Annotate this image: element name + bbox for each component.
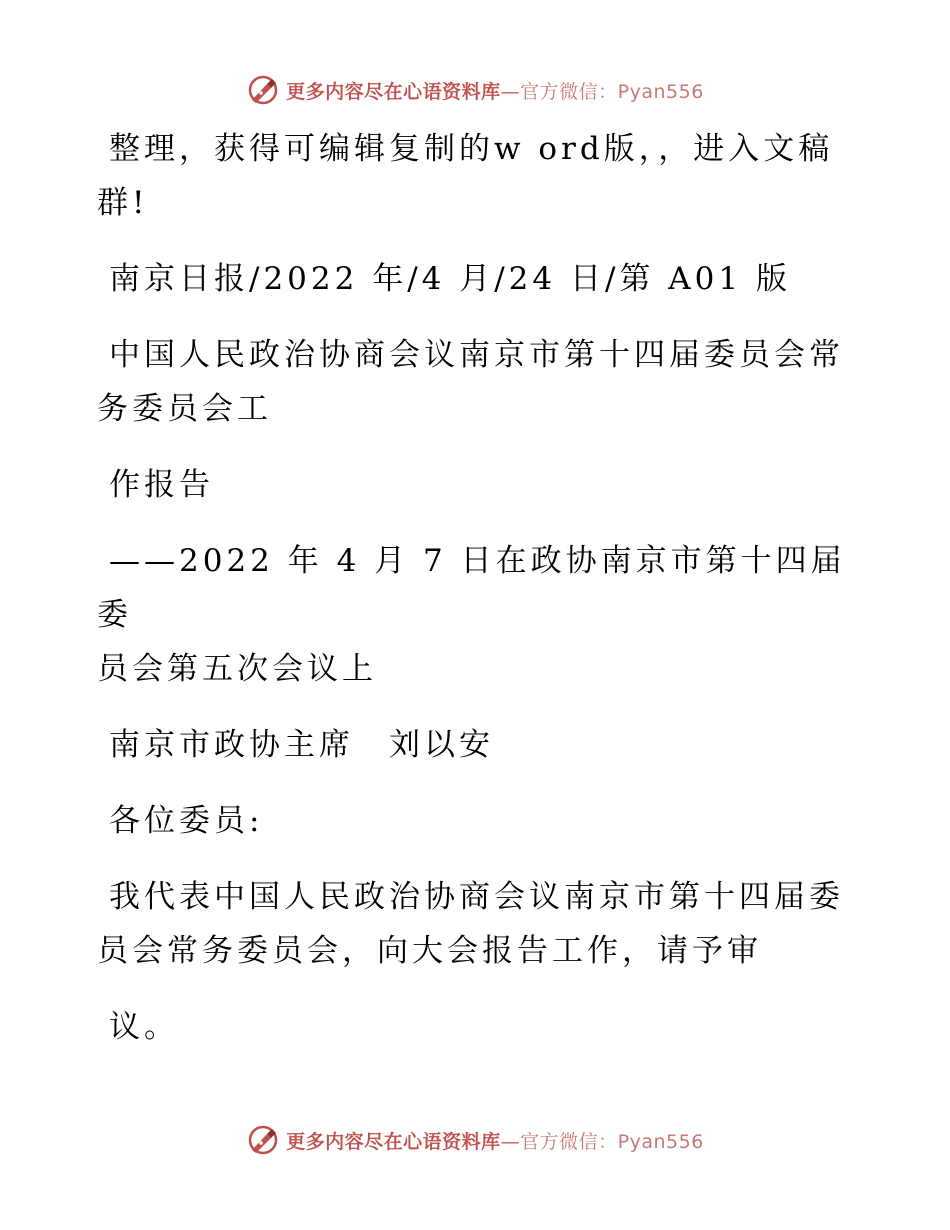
report-title bbox=[97, 328, 857, 436]
document-body bbox=[97, 122, 857, 1076]
header-banner-text bbox=[286, 77, 704, 104]
opening-line-2: 员会常务委员会，向大会报告工作，请予审 bbox=[97, 933, 762, 969]
separator: — bbox=[500, 1130, 521, 1153]
footer-banner bbox=[0, 1120, 950, 1160]
header-banner bbox=[0, 70, 950, 110]
subtitle-line-2: 员会第五次会议上 bbox=[97, 651, 377, 687]
source-text: 南京日报/2022 年/4 月/24 日/第 A01 版 bbox=[109, 261, 791, 297]
intro-line-1: 整理，获得可编辑复制的w ord版，，进入文稿 bbox=[109, 131, 834, 167]
brand-text: 更多内容尽在心语资料库 bbox=[286, 80, 501, 103]
brand-text: 更多内容尽在心语资料库 bbox=[286, 1130, 501, 1153]
closing-fragment bbox=[97, 1000, 857, 1054]
author-line bbox=[97, 718, 857, 772]
report-title-continued-text: 作报告 bbox=[109, 467, 214, 503]
separator: — bbox=[500, 80, 521, 103]
report-title-line-1: 中国人民政治协商会议南京市第十四届委员会常 bbox=[109, 337, 844, 373]
contact-text: 官方微信：Pyan556 bbox=[520, 1130, 704, 1153]
intro-paragraph bbox=[97, 122, 857, 230]
report-title-line-2: 务委员会工 bbox=[97, 391, 272, 427]
salutation bbox=[97, 794, 857, 848]
salutation-text: 各位委员: bbox=[109, 803, 264, 839]
pen-nib-logo-icon bbox=[246, 1123, 280, 1157]
report-title-continued bbox=[97, 458, 857, 512]
opening-paragraph bbox=[97, 870, 857, 978]
intro-line-2: 群! bbox=[97, 185, 149, 221]
pen-nib-logo-icon bbox=[246, 73, 280, 107]
closing-fragment-text: 议。 bbox=[109, 1009, 179, 1045]
opening-line-1: 我代表中国人民政治协商会议南京市第十四届委 bbox=[109, 879, 844, 915]
source-line bbox=[97, 252, 857, 306]
subtitle-line-1: ——2022 年 4 月 7 日在政协南京市第十四届委 bbox=[97, 543, 846, 633]
contact-text: 官方微信：Pyan556 bbox=[520, 80, 704, 103]
footer-banner-text bbox=[286, 1127, 704, 1154]
subtitle bbox=[97, 534, 857, 696]
author-text: 南京市政协主席 刘以安 bbox=[109, 727, 494, 763]
